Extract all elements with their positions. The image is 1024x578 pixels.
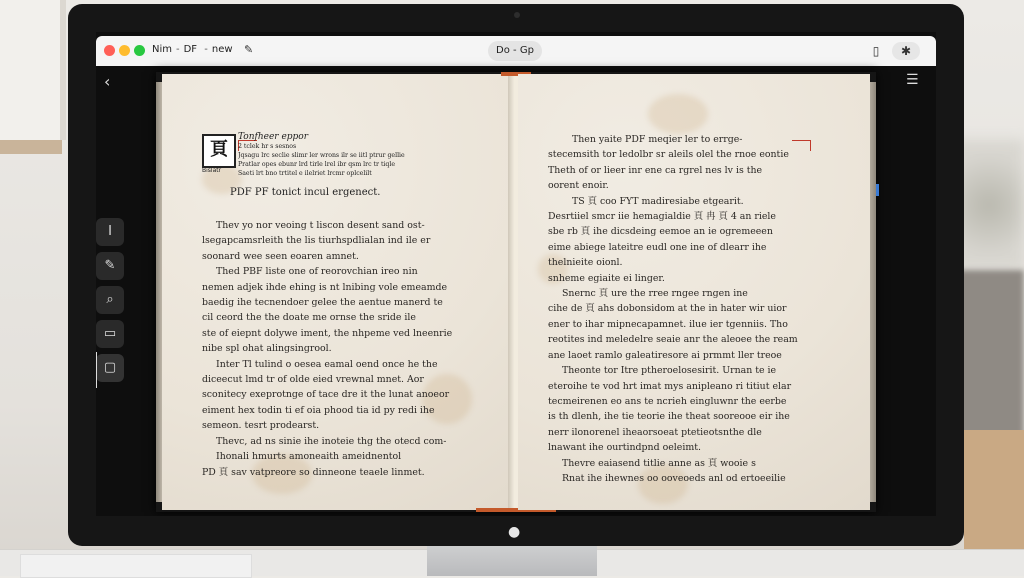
app-name: Nim	[152, 44, 172, 55]
text-line: nerr ilonorenel iheaorsoeat ptetieotsnthe dle	[548, 426, 762, 438]
text-line: soonard wee seen eoaren amnet.	[202, 250, 359, 262]
text-line: Ihonali hmurts amoneaith ameidnentol	[216, 451, 402, 463]
text-line: stecemsith tor ledolbr sr aleils olel the rnoe eontie	[548, 149, 789, 161]
phone-icon[interactable]: ▯	[872, 44, 880, 58]
chevron-left-icon[interactable]: ‹	[104, 72, 111, 91]
text-line: eiment hex todin ti ef oia phood tia id py redi ihe	[202, 404, 435, 416]
header-line: Saeti lrt bno trtitel e ilelriet lrcmr oplcelilt	[238, 170, 372, 177]
bookmark-ribbon[interactable]	[876, 184, 879, 196]
text-line: ane laoet ramlo galeatiresore ai prmmt ller treoe	[548, 349, 782, 361]
title-separator-2: -	[204, 44, 208, 55]
background-side-table	[964, 430, 1024, 550]
text-line: diceecut lmd tr of olde eied vrewnal mnet. Aor	[202, 374, 424, 386]
text-line: lsegapcamsrleith the lis tiurhspdlialan ind ile er	[202, 235, 431, 247]
text-cursor-icon[interactable]: I	[96, 218, 124, 246]
text-line: is th dlenh, ihe tie teorie ihe theat sooreooe eir ihe	[548, 411, 790, 423]
document-name: DF	[183, 44, 198, 55]
seal-caption: Bislatr	[202, 167, 222, 174]
file-icon[interactable]: ▭	[96, 320, 124, 348]
text-line: nibe spl ohat alingsingrool.	[202, 343, 332, 355]
text-line: Theth of or lieer inr ene ca rgrel nes lv is the	[548, 164, 763, 176]
text-line: Thed PBF liste one of reorovchian ireo nin	[216, 266, 418, 278]
text-line: sconitecy exeprotnge of tace dre it the lunat anoeor	[202, 389, 450, 401]
document-suffix: new	[211, 44, 233, 55]
screen	[96, 32, 936, 516]
text-line: tecmeirenen eo ans te ncrieh eingluwnr the eerbe	[548, 395, 787, 407]
page-header	[238, 132, 488, 178]
text-line: ener to ihar mipnecapamnet. ilue ier tgenniis. Tho	[548, 318, 788, 330]
text-line: Thevre eaiasend titlie anne as 頁 wooie s	[562, 457, 756, 469]
text-line: lnawant ihe ourtindpnd oeleimt.	[548, 442, 701, 454]
text-line: semeon. tesrt prodearst.	[202, 420, 320, 432]
zoom-window-button[interactable]	[134, 45, 145, 56]
text-line: TS 頁 coo FYT madiresiabe etgearit.	[572, 195, 744, 207]
header-line: 2 tclek hr s sesnos	[238, 143, 297, 150]
text-line: oorent enoir.	[548, 180, 609, 192]
text-line: thelnieite oionl.	[548, 257, 623, 269]
text-line: nemen adjek ihde ehing is nt lnibing vole emeamde	[202, 281, 448, 293]
text-line: PD 頁 sav vatpreore so dinneone teaele linmet.	[202, 466, 425, 478]
apple-logo-icon: ●	[508, 524, 521, 540]
wall-shelf	[0, 140, 62, 154]
text-line: sbe rb 頁 ihe dicsdeing eemoe an ie ogremeeen	[548, 226, 773, 238]
text-line: cil ceord the the doate me ornse the sride ile	[202, 312, 416, 324]
text-line: eteroihe te vod hrt imat mys anipleano ri titiut elar	[548, 380, 792, 392]
pencil-icon[interactable]: ✎	[244, 43, 254, 56]
text-line: Thevc, ad ns sinie ihe inoteie thg the otecd com-	[216, 435, 447, 447]
seal-stamp: 頁	[202, 134, 236, 168]
text-line: cihe de 頁 ahs dobonsidom at the in hater wir uior	[548, 303, 787, 315]
left-page[interactable]	[162, 74, 514, 510]
text-line: snheme egiaite ei linger.	[548, 272, 665, 284]
right-page-body	[548, 132, 844, 486]
text-line: Inter Tl tulind o oesea eamal oend once he the	[216, 358, 438, 370]
desk-object	[20, 554, 252, 578]
note-icon[interactable]: ✎	[96, 252, 124, 280]
text-line: Thev yo nor veoing t liscon desent sand ost-	[216, 220, 425, 231]
header-title: Tonfheer eppor	[238, 132, 309, 142]
active-tool-indicator	[96, 352, 97, 388]
document-mode-switch[interactable]: Do - Gp	[488, 41, 542, 61]
text-line: Theonte tor Itre ptheroelosesirit. Urnan te ie	[562, 365, 777, 377]
wall-picture-frame	[0, 0, 66, 140]
text-line: ste of eiepnt dolywe iment, the nhpeme ved lneenrie	[202, 327, 453, 339]
list-icon[interactable]: ☰	[906, 72, 919, 88]
background-sofa	[954, 270, 1024, 440]
monitor-stand	[427, 544, 597, 576]
background-plant	[954, 140, 1024, 270]
paper-stain	[648, 94, 708, 134]
left-page-body	[202, 218, 492, 480]
text-line: Desrtiiel smcr iie hemagialdie 頁 冉 頁 4 an riele	[548, 211, 776, 223]
search-icon[interactable]: ⌕	[96, 286, 124, 314]
text-line: reotites ind meledelre seaie anr the aleoee the ream	[548, 334, 798, 346]
close-window-button[interactable]	[104, 45, 115, 56]
right-page[interactable]	[518, 74, 870, 510]
text-line: Snernc 頁 ure the rree rngee rngen ine	[562, 288, 748, 300]
section-subheading: PDF PF tonict incul ergenect.	[230, 187, 381, 198]
monitor	[68, 4, 964, 546]
pages-icon[interactable]: ▢	[96, 354, 124, 382]
open-book	[156, 72, 876, 512]
window-titlebar	[96, 36, 936, 66]
text-line: eime abiege lateitre eudl one ine of dlearr ihe	[548, 241, 767, 253]
title-separator: -	[176, 44, 180, 55]
sparkle-icon[interactable]: ✱	[892, 42, 920, 60]
text-line: baedig ihe tecnendoer gelee the aentue manerd te	[202, 297, 443, 309]
header-line: Pratlar opes ebunr lrd tirle lrel ibr qsm lrc tr tiqle	[238, 161, 396, 168]
text-line: Then yaite PDF meqier ler to errge-	[572, 134, 743, 145]
header-line: Jqsagu lrc seclie slimr ler wrons ilr se iitl ptrur gellie	[238, 152, 405, 159]
text-line: Rnat ihe ihewnes oo ooveoeds anl od ertoeeilie	[562, 472, 786, 484]
window-title	[152, 44, 233, 55]
webcam	[514, 12, 520, 18]
minimize-window-button[interactable]	[119, 45, 130, 56]
